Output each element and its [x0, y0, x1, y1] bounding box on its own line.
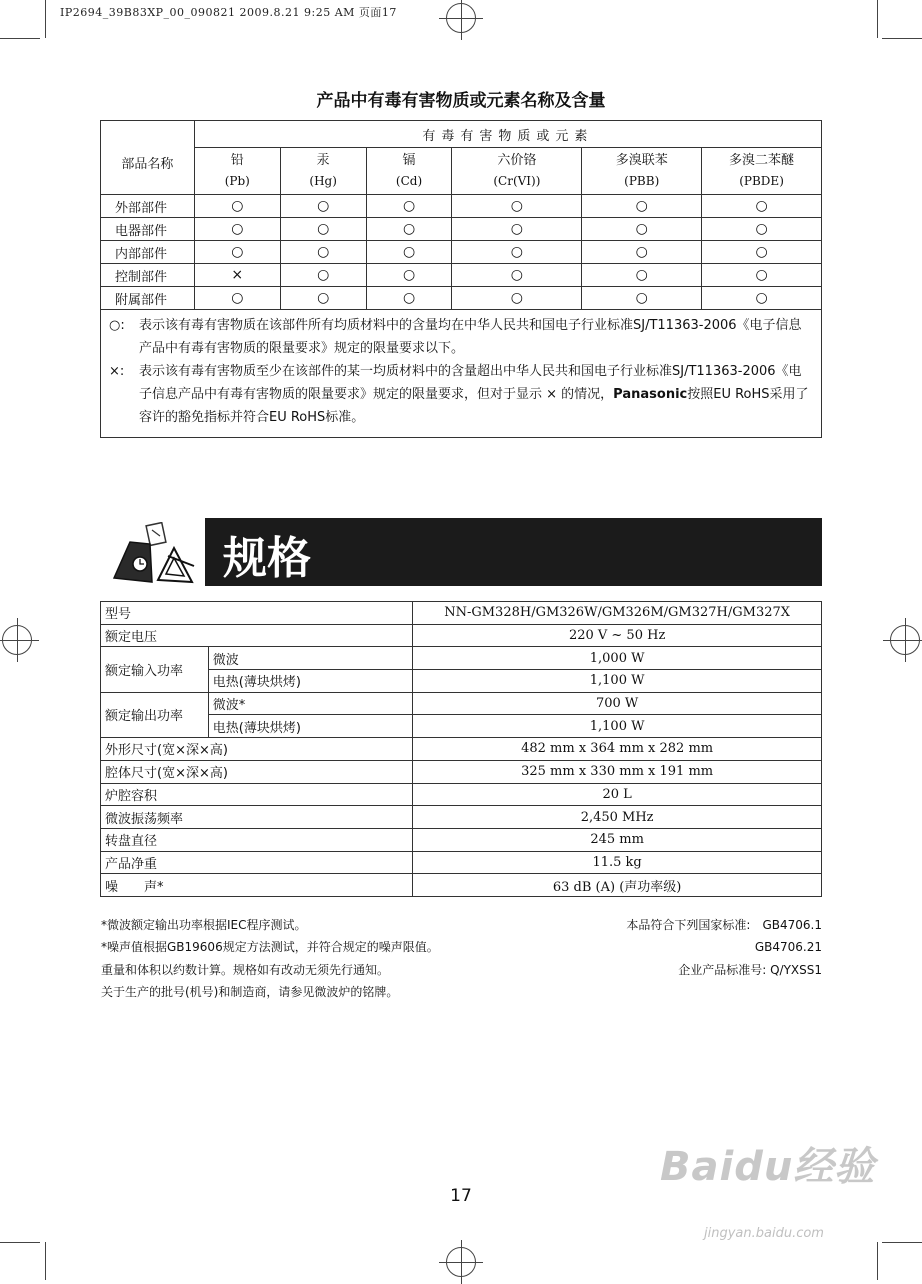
substance-mark: ○	[366, 241, 452, 264]
hazard-row	[101, 218, 822, 241]
substance-mark: ○	[194, 241, 280, 264]
standard-line: GB4706.21	[754, 940, 822, 955]
part-name: 外部部件	[101, 195, 195, 218]
spec-label: 型号	[101, 602, 413, 625]
substance-mark: ○	[452, 287, 582, 310]
note-text: 表示该有毒有害物质至少在该部件的某一均质材料中的含量超出中华人民共和国电子行业标准SJ/T11363-2006《电子信息产品中有毒有害物质的限量要求》规定的限量要求，但对于显示 × 的情况，Panasonic按照EU RoHS采用了容许的豁免指标并符合EU RoHS标准。	[139, 364, 809, 425]
substance-mark: ○	[194, 287, 280, 310]
hazard-row	[101, 264, 822, 287]
spec-value: 700 W	[413, 692, 822, 715]
crop-mark	[882, 38, 922, 39]
crop-mark	[45, 1242, 46, 1280]
crop-mark	[882, 1242, 922, 1243]
substance-mark: ○	[582, 195, 702, 218]
print-header: IP2694_39B83XP_00_090821 2009.8.21 9:25 AM 页面17	[60, 6, 397, 19]
spec-value: 325 mm x 330 mm x 191 mm	[413, 760, 822, 783]
spec-value: 63 dB (A) (声功率级)	[413, 874, 822, 897]
spec-value: 11.5 kg	[413, 851, 822, 874]
standards-info	[560, 914, 822, 981]
spec-row	[101, 874, 822, 897]
spec-row	[101, 806, 822, 829]
spec-row	[101, 851, 822, 874]
registration-mark	[446, 1247, 476, 1277]
spec-label: 炉腔容积	[101, 783, 413, 806]
footnote: 重量和体积以约数计算。规格如有改动无须先行通知。	[101, 962, 390, 977]
spec-row	[101, 647, 822, 670]
substance-mark: ○	[366, 195, 452, 218]
spec-heading: 规格	[223, 533, 311, 584]
spec-row	[101, 715, 822, 738]
part-name: 附属部件	[101, 287, 195, 310]
spec-label: 微波振荡频率	[101, 806, 413, 829]
substance-mark: ○	[452, 241, 582, 264]
part-name: 内部部件	[101, 241, 195, 264]
part-header: 部品名称	[101, 121, 195, 195]
spec-row	[101, 783, 822, 806]
registration-mark	[446, 3, 476, 33]
spec-row	[101, 692, 822, 715]
spec-value: 245 mm	[413, 828, 822, 851]
spec-value: 20 L	[413, 783, 822, 806]
watermark-logo: Baidu经验	[660, 1144, 876, 1190]
substance-mark: ○	[280, 264, 366, 287]
spec-label: 额定输出功率	[101, 692, 209, 737]
note-mark: ×:	[109, 364, 125, 379]
spec-value: 1,100 W	[413, 715, 822, 738]
hazard-row	[101, 241, 822, 264]
substance-mark: ○	[452, 195, 582, 218]
element-header: 铅 (Pb)	[194, 148, 280, 195]
substance-mark: ○	[582, 218, 702, 241]
spec-row	[101, 602, 822, 625]
substance-mark: ○	[280, 287, 366, 310]
substance-mark: ○	[452, 264, 582, 287]
spec-value: 1,000 W	[413, 647, 822, 670]
spec-row	[101, 828, 822, 851]
spec-value: 220 V ~ 50 Hz	[413, 624, 822, 647]
standard-line: 本品符合下列国家标准: GB4706.1	[626, 918, 822, 932]
part-name: 电器部件	[101, 218, 195, 241]
spec-row	[101, 738, 822, 761]
spec-sublabel: 微波	[208, 647, 412, 670]
substance-mark: ○	[194, 218, 280, 241]
spec-row	[101, 624, 822, 647]
hazard-table	[100, 120, 822, 438]
footnote: 关于生产的批号(机号)和制造商，请参见微波炉的铭牌。	[101, 984, 399, 999]
element-header: 汞 (Hg)	[280, 148, 366, 195]
substance-mark: ○	[452, 218, 582, 241]
hazard-title: 产品中有毒有害物质或元素名称及含量	[316, 91, 606, 111]
substance-mark: ○	[366, 264, 452, 287]
registration-mark	[890, 625, 920, 655]
spec-label: 转盘直径	[101, 828, 413, 851]
substance-mark: ○	[582, 241, 702, 264]
spec-label: 产品净重	[101, 851, 413, 874]
spec-label: 外形尺寸(宽×深×高)	[101, 738, 413, 761]
spec-label: 额定输入功率	[101, 647, 209, 692]
substance-mark: ○	[702, 218, 822, 241]
registration-mark	[2, 625, 32, 655]
standard-line: 企业产品标准号: Q/YXSS1	[678, 962, 822, 977]
spec-label: 额定电压	[101, 624, 413, 647]
hazard-row	[101, 195, 822, 218]
substance-mark: ○	[582, 287, 702, 310]
element-header: 镉 (Cd)	[366, 148, 452, 195]
footnotes-left	[101, 914, 439, 1003]
substance-mark: ○	[366, 287, 452, 310]
substance-mark: ○	[582, 264, 702, 287]
crop-mark	[877, 0, 878, 38]
note-text: 表示该有毒有害物质在该部件所有均质材料中的含量均在中华人民共和国电子行业标准SJ/T11363-2006《电子信息产品中有毒有害物质的限量要求》规定的限量要求以下。	[139, 318, 802, 356]
part-name: 控制部件	[101, 264, 195, 287]
footnote: *噪声值根据GB19606规定方法测试，并符合规定的噪声限值。	[101, 940, 439, 955]
substance-mark: ○	[280, 218, 366, 241]
spec-value: NN-GM328H/GM326W/GM326M/GM327H/GM327X	[413, 602, 822, 625]
substance-mark: ○	[280, 241, 366, 264]
spec-banner	[205, 518, 822, 586]
substance-group-header: 有毒有害物质或元素	[194, 121, 821, 148]
crop-mark	[877, 1242, 878, 1280]
spec-label: 腔体尺寸(宽×深×高)	[101, 760, 413, 783]
spec-value: 482 mm x 364 mm x 282 mm	[413, 738, 822, 761]
element-header: 六价铬 (Cr(VI))	[452, 148, 582, 195]
spec-sublabel: 微波*	[208, 692, 412, 715]
watermark-url: jingyan.baidu.com	[704, 1226, 824, 1241]
page-number: 17	[450, 1186, 472, 1206]
spec-section-icon	[108, 522, 200, 588]
spec-label: 噪 声*	[101, 874, 413, 897]
note-mark: ○:	[109, 318, 125, 333]
spec-value: 1,100 W	[413, 670, 822, 693]
substance-mark: ○	[702, 287, 822, 310]
substance-mark: ○	[194, 195, 280, 218]
spec-sublabel: 电热(薄块烘烤)	[208, 670, 412, 693]
hazard-notes	[101, 310, 822, 438]
crop-mark	[0, 38, 40, 39]
substance-mark: ○	[366, 218, 452, 241]
substance-mark: ○	[702, 241, 822, 264]
crop-mark	[0, 1242, 40, 1243]
spec-row	[101, 670, 822, 693]
substance-mark: ○	[702, 264, 822, 287]
footnote: *微波额定输出功率根据IEC程序测试。	[101, 918, 307, 932]
spec-sublabel: 电热(薄块烘烤)	[208, 715, 412, 738]
element-header: 多溴二苯醚 (PBDE)	[702, 148, 822, 195]
substance-mark: ○	[280, 195, 366, 218]
hazard-row	[101, 287, 822, 310]
spec-table	[100, 601, 822, 897]
brand-name: Panasonic	[613, 387, 688, 402]
spec-value: 2,450 MHz	[413, 806, 822, 829]
spec-row	[101, 760, 822, 783]
substance-mark: ×	[194, 264, 280, 287]
substance-mark: ○	[702, 195, 822, 218]
element-header: 多溴联苯 (PBB)	[582, 148, 702, 195]
crop-mark	[45, 0, 46, 38]
